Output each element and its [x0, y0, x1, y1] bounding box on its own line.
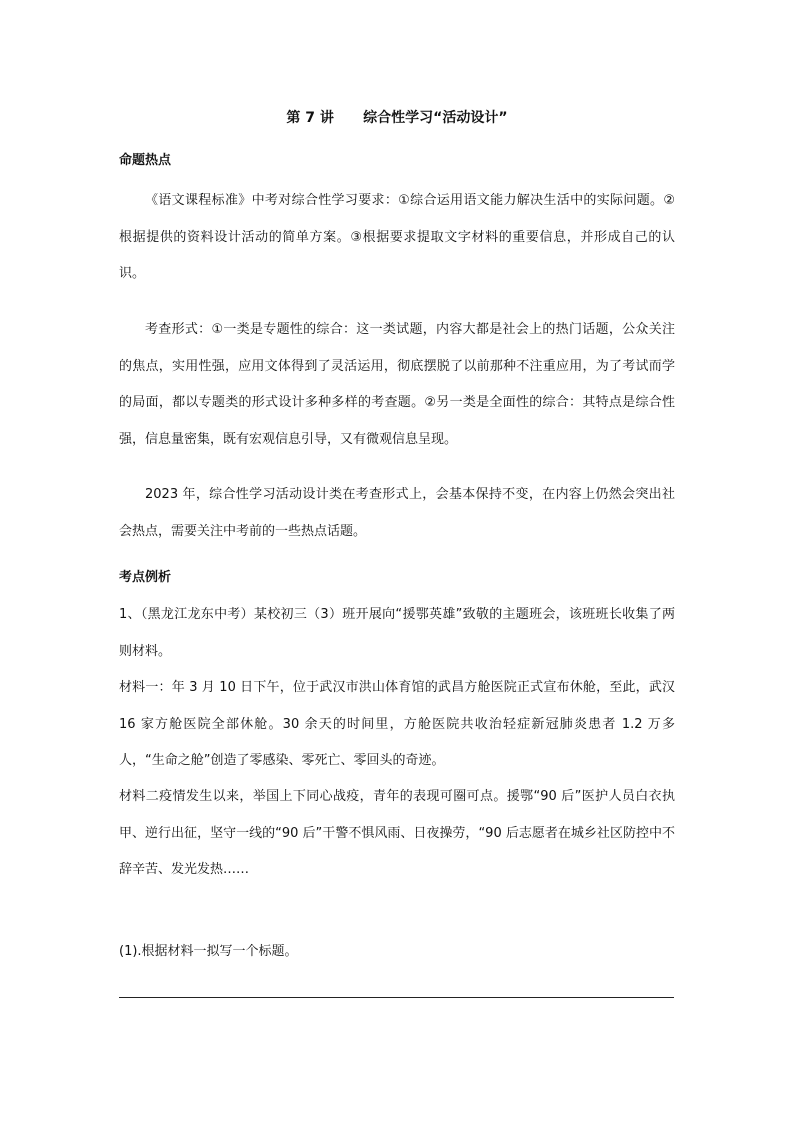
page-title: 第 7 讲 综合性学习“活动设计”: [286, 110, 508, 126]
material-one: 材料一：年 3 月 10 日下午，位于武汉市洪山体育馆的武昌方舱医院正式宣布休舱，至此，武汉 16 家方舱医院全部休舱。30 余天的时间里，方舱医院共收治轻症新冠肺炎患者 1.2 万多人，“生命之舱”创造了零感染、零死亡、零回头的奇迹。: [119, 680, 675, 768]
material-two: 材料二疫情发生以来，举国上下同心战疫，青年的表现可圈可点。援鄂“90 后”医护人员白衣执甲、逆行出征，坚守一线的“90 后”干警不惧风雨、日夜操劳，“90 后志愿者在城乡社区防控中不辞辛苦、发光发热……: [119, 789, 675, 877]
paragraph-2023-trend: 2023 年，综合性学习活动设计类在考查形式上，会基本保持不变，在内容上仍然会突出社会热点，需要关注中考前的一些热点话题。: [119, 487, 675, 539]
paragraph-curriculum: 《语文课程标准》中考对综合性学习要求：①综合运用语文能力解决生活中的实际问题。②根据提供的资料设计活动的简单方案。③根据要求提取文字材料的重要信息，并形成自己的认识。: [119, 193, 675, 281]
question-1-intro: 1、（黑龙江龙东中考）某校初三（3）班开展向“援鄂英雄”致敬的主题班会，该班班长收集了两则材料。: [119, 607, 675, 659]
paragraph-exam-forms: 考查形式：①一类是专题性的综合：这一类试题，内容大都是社会上的热门话题，公众关注的焦点，实用性强，应用文体得到了灵活运用，彻底摆脱了以前那种不注重应用，为了考试而学的局面，都以专题类的形式设计多种多样的考查题。②另一类是全面性的综合：其特点是综合性强，信息量密集，既有宏观信息引导，又有微观信息呈现。: [119, 322, 675, 447]
section-heading-hotspots: 命题热点: [119, 153, 172, 168]
section-heading-examples: 考点例析: [119, 570, 172, 585]
answer-line[interactable]: [119, 997, 674, 998]
sub-question-1: (1).根据材料一拟写一个标题。: [119, 944, 298, 959]
